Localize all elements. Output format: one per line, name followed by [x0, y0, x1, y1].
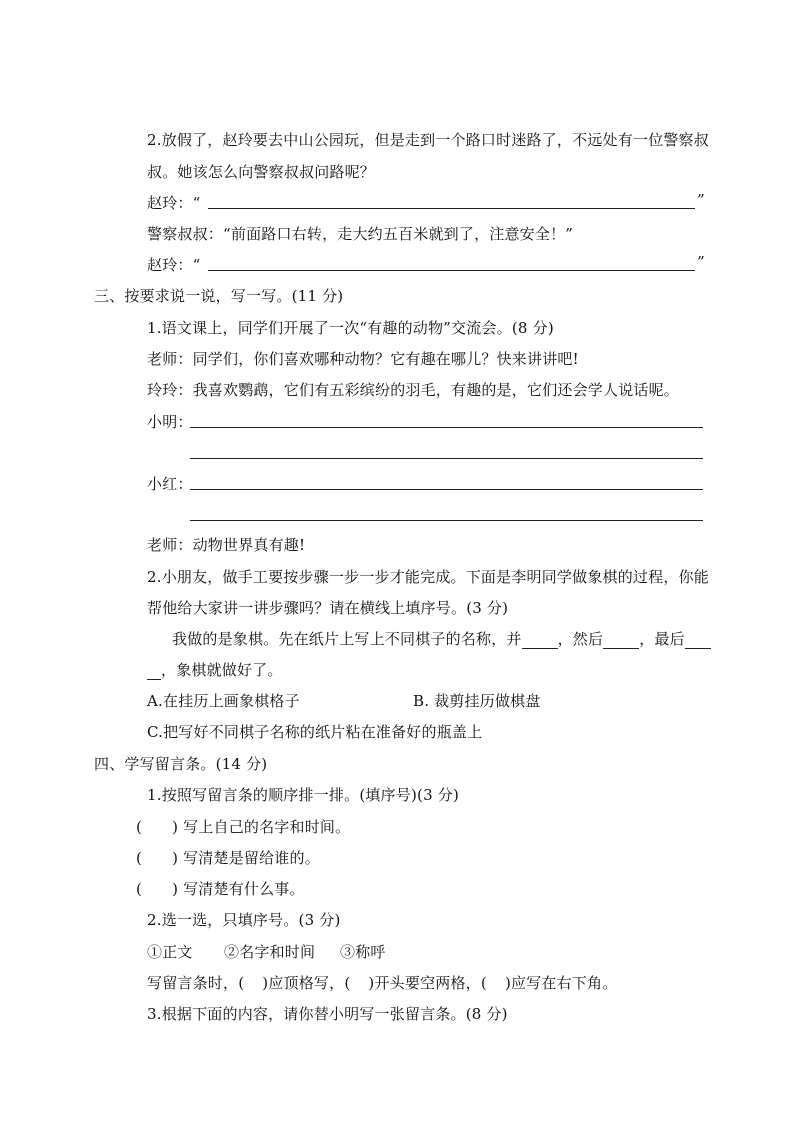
s3-q2-line2: 帮他给大家讲一讲步骤吗？请在横线上填序号。(3 分) — [147, 599, 509, 617]
s4-q2-title: 2.选一选，只填序号。(3 分) — [147, 911, 341, 929]
answer-line-xiaoming-2[interactable] — [190, 458, 703, 459]
answer-line-xiaohong-1[interactable] — [190, 489, 703, 490]
s3-q1-lingling: 玲玲：我喜欢鹦鹉，它们有五彩缤纷的羽毛，有趣的是，它们还会学人说话呢。 — [147, 381, 680, 399]
s4-q1-item-text: 写清楚是留给谁的。 — [183, 849, 320, 867]
q2-line1: 2.放假了，赵玲要去中山公园玩，但是走到一个路口时迷路了，不远处有一位警察叔 — [147, 131, 709, 149]
dialogue-police: 警察叔叔：“前面路口右转，走大约五百米就到了，注意安全！” — [147, 225, 574, 243]
choice-1: ①正文 — [147, 943, 193, 961]
option-a: A.在挂历上画象棋格子 — [147, 692, 300, 710]
sentence-part-c: 开头要空两格， — [374, 974, 481, 992]
s3-q1-closing: 老师：动物世界真有趣! — [147, 536, 306, 554]
quote-end-1: ” — [697, 191, 705, 209]
choice-3: ③称呼 — [340, 943, 386, 961]
answer-line-zhaoling-1[interactable] — [208, 208, 695, 209]
answer-paren-3[interactable]: ( ) — [136, 880, 179, 898]
answer-paren-b[interactable]: ( ) — [344, 974, 375, 992]
sentence-part-a: 写留言条时， — [147, 974, 239, 992]
dialogue-zhaoling-1: 赵玲：“ — [147, 194, 201, 212]
para-text-c: ，最后 — [639, 630, 685, 648]
s4-q1-item — [136, 879, 305, 899]
quote-end-2: ” — [697, 253, 705, 271]
fill-blank-3b[interactable] — [147, 664, 161, 680]
s3-q1-xiaoming: 小明： — [147, 413, 193, 431]
q2-line2: 叔。她该怎么向警察叔叔问路呢？ — [147, 163, 376, 181]
sentence-part-d: 应写在右下角。 — [511, 974, 618, 992]
section-4-heading: 四、学写留言条。(14 分) — [94, 755, 268, 773]
answer-line-zhaoling-2[interactable] — [208, 270, 695, 271]
s3-q1-title: 1.语文课上，同学们开展了一次“有趣的动物”交流会。(8 分) — [147, 319, 554, 337]
option-b: B. 裁剪挂历做棋盘 — [413, 692, 541, 710]
answer-paren-1[interactable]: ( ) — [136, 818, 179, 836]
s3-q1-teacher: 老师：同学们，你们喜欢哪种动物？它有趣在哪儿？快来讲讲吧! — [147, 350, 579, 368]
answer-paren-2[interactable]: ( ) — [136, 849, 179, 867]
fill-blank-3a[interactable] — [685, 633, 711, 649]
s4-q1-title: 1.按照写留言条的顺序排一排。(填序号)(3 分) — [147, 786, 460, 804]
s4-q1-item-text: 写上自己的名字和时间。 — [183, 818, 351, 836]
answer-line-xiaoming-1[interactable] — [190, 427, 703, 428]
s3-q2-paragraph-line2 — [147, 660, 283, 680]
fill-blank-2[interactable] — [603, 633, 639, 649]
s3-q2-paragraph-line1 — [172, 629, 711, 649]
s4-q2-sentence — [147, 973, 617, 993]
answer-paren-a[interactable]: ( ) — [238, 974, 269, 992]
s4-q1-item — [136, 848, 320, 868]
section-3-heading: 三、按要求说一说，写一写。(11 分) — [94, 287, 344, 305]
choice-2: ②名字和时间 — [224, 943, 316, 961]
s3-q2-line1: 2.小朋友，做手工要按步骤一步一步才能完成。下面是李明同学做象棋的过程，你能 — [147, 568, 709, 586]
para-text-a: 我做的是象棋。先在纸片上写上不同棋子的名称，并 — [172, 630, 522, 648]
para-text-d: ，象棋就做好了。 — [161, 661, 283, 679]
s4-q1-item — [136, 817, 350, 837]
fill-blank-1[interactable] — [522, 633, 558, 649]
s4-q3-title: 3.根据下面的内容，请你替小明写一张留言条。(8 分) — [147, 1005, 508, 1023]
s4-q1-item-text: 写清楚有什么事。 — [183, 880, 305, 898]
sentence-part-b: 应顶格写， — [268, 974, 345, 992]
s3-q1-xiaohong: 小红： — [147, 475, 193, 493]
dialogue-zhaoling-2: 赵玲：“ — [147, 256, 201, 274]
option-c: C.把写好不同棋子名称的纸片粘在准备好的瓶盖上 — [147, 723, 483, 741]
answer-line-xiaohong-2[interactable] — [190, 520, 703, 521]
para-text-b: ，然后 — [557, 630, 604, 648]
answer-paren-c[interactable]: ( ) — [480, 974, 511, 992]
